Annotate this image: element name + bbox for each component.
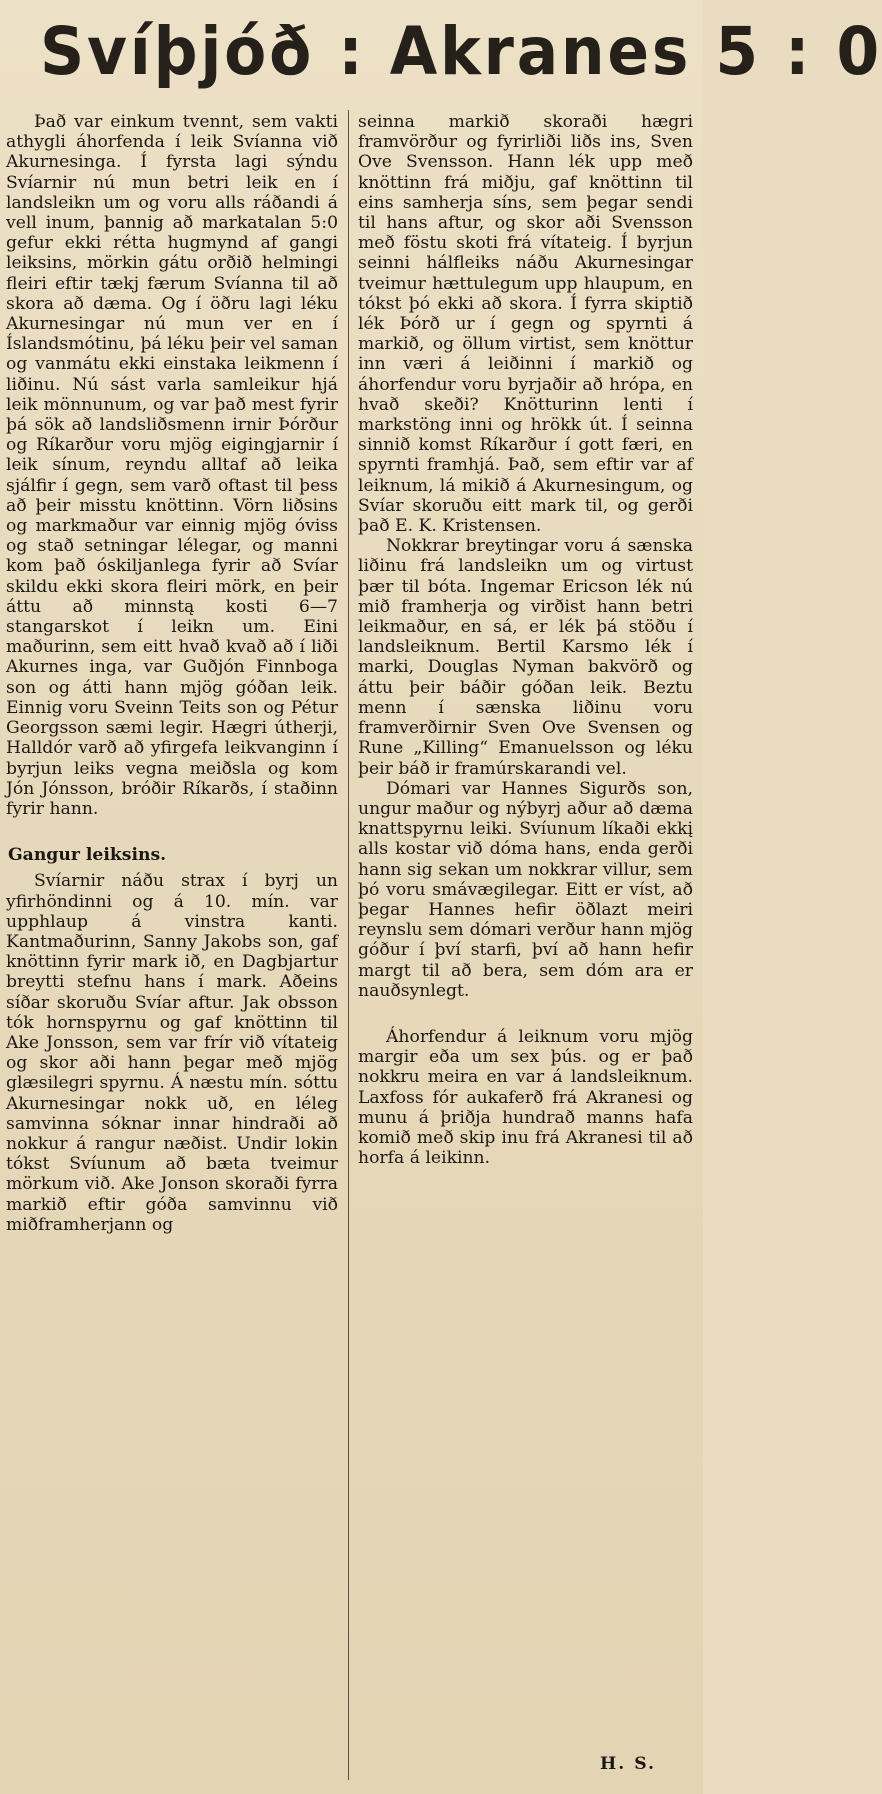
body-paragraph: Dómari var Hannes Sigurðs son, ungur maður og nýbyrj aður að dæma knattspyrnu leiki. Svíunum líkaði ekkį alls kostar við dóma hans, enda gerði hann sig sekan um nokkrar villur, sem þó voru smávægilegar. Eitt er víst, að þegar Hannes hefir öðlazt meiri reynslu sem dómari verður hann mjög góður í því starfi, því að hann hefir margt til að bera, sem dóm ara er nauðsynlegt. bbox=[358, 778, 693, 1001]
body-paragraph: Áhorfendur á leiknum voru mjög margir eða um sex þús. og er það nokkru meira en var á landsleiknum. Laxfoss fór aukaferð frá Akranesi og munu á þriðja hundrað manns hafa komið með skip inu frá Akranesi til að horfa á leikinn. bbox=[358, 1026, 693, 1169]
author-signature: H. S. bbox=[600, 1754, 656, 1774]
section-heading: Gangur leiksins. bbox=[8, 845, 167, 866]
article-column-left bbox=[6, 112, 338, 1235]
body-paragraph: Það var einkum tvennt, sem vakti athygli áhorfenda í leik Svíanna við Akurnesinga. Í fyrsta lagi sýndu Svíarnir nú mun betri leik en í landsleikn um og voru alls ráðandi á vell inum, þannig að markatalan 5:0 gefur ekki rétta hugmynd af gangi leiksins, mörkin gátu orðið helmingi fleiri eftir tækj færum Svíanna til að skora að dæma. Og í öðru lagi léku Akurnesingar nú mun ver en í Íslandsmótinu, þá léku þeir vel saman og vanmátu ekki einstaka leikmenn í liðinu. Nú sást varla samleikur hjá leik mönnunum, og var það mest fyrir þá sök að landsliðsmenn irnir Þórður og Ríkarður voru mjög eigingjarnir í leik sínum, reyndu alltaf að leika sjálfir í gegn, sem varð oftast til þess að þeir misstu knöttinn. Vörn liðsins og markmaður var einnig mjög óviss og stað setningar lélegar, og manni kom það óskiljanlega fyrir að Svíar skildu ekki skora fleiri mörk, en þeir áttu að minnstą kosti 6—7 stangarskot í leikn um. Eini maðurinn, sem eitt hvað kvað að í liði Akurnes inga, var Guðjón Finnboga son og átti hann mjög góðan leik. Einnig voru Sveinn Teits son og Pétur Georgsson sæmi legir. Hægri útherji, Halldór varð að yfirgefa leikvanginn í byrjun leiks vegna meiðsla og kom Jón Jónsson, bróðir Ríkarðs, í staðinn fyrir hann. bbox=[6, 112, 338, 819]
body-paragraph: Nokkrar breytingar voru á sænska liðinu frá landsleikn um og virtust þær til bóta. Ingemar Ericson lék nú mið framherja og virðist hann betri leikmaður, en sá, er lék þá stöðu í landsleiknum. Bertil Karsmo lék í marki, Douglas Nyman bakvörð og áttu þeir báðir góðan leik. Beztu menn í sænska liðinu voru framverðirnir Sven Ove Svensen og Rune „Killing“ Emanuelsson og léku þeir báð ir framúrskarandi vel. bbox=[358, 536, 693, 779]
body-paragraph: seinna markið skoraði hægri framvörður og fyrirliði liðs ins, Sven Ove Svensson. Hann lék upp með knöttinn frá miðju, gaf knöttinn til eins samherja síns, sem þegar sendi til hans aftur, og skor aði Svensson með föstu skoti frá vítateig. Í byrjun seinni hálfleiks náðu Akurnesingar tveimur hættulegum upp hlaupum, en tókst þó ekki að skora. Í fyrra skiptið lék Þórð ur í gegn og spyrnti á markið, og öllum virtist, sem knöttur inn væri á leiðinni í markið og áhorfendur voru byrjaðir að hrópa, en hvað skeði? Knötturinn lenti í markstöng inni og hrökk út. Í seinna sinnið komst Ríkarður í gott færi, en spyrnti framhjá. Það, sem eftir var af leiknum, lá mikið á Akurnesingum, og Svíar skoruðu eitt mark til, og gerði það E. K. Kristensen. bbox=[358, 112, 693, 537]
column-divider bbox=[348, 110, 349, 1780]
page-title: Svíþjóð : Akranes 5 : 0 bbox=[40, 13, 882, 90]
body-paragraph: Svíarnir náðu strax í byrj un yfirhöndinni og á 10. mín. var upphlaup á vinstra kanti. Kantmaðurinn, Sanny Jakobs son, gaf knöttinn fyrir mark ið, en Dagbjartur breytti stefnu hans í mark. Aðeins síðar skoruðu Svíar aftur. Jak obsson tók hornspyrnu og gaf knöttinn til Ake Jonsson, sem var frír við vítateig og skor aði hann þegar með mjög glæsilegri spyrnu. Á næstu mín. sóttu Akurnesingar nokk uð, en léleg samvinna sóknar innar hindraði að nokkur á rangur næðist. Undir lokin tókst Svíunum að bæta tveimur mörkum við. Ake Jonson skoraði fyrra markið eftir góða samvinnu við miðframherjann og bbox=[6, 871, 338, 1235]
article-column-right bbox=[358, 112, 693, 1168]
